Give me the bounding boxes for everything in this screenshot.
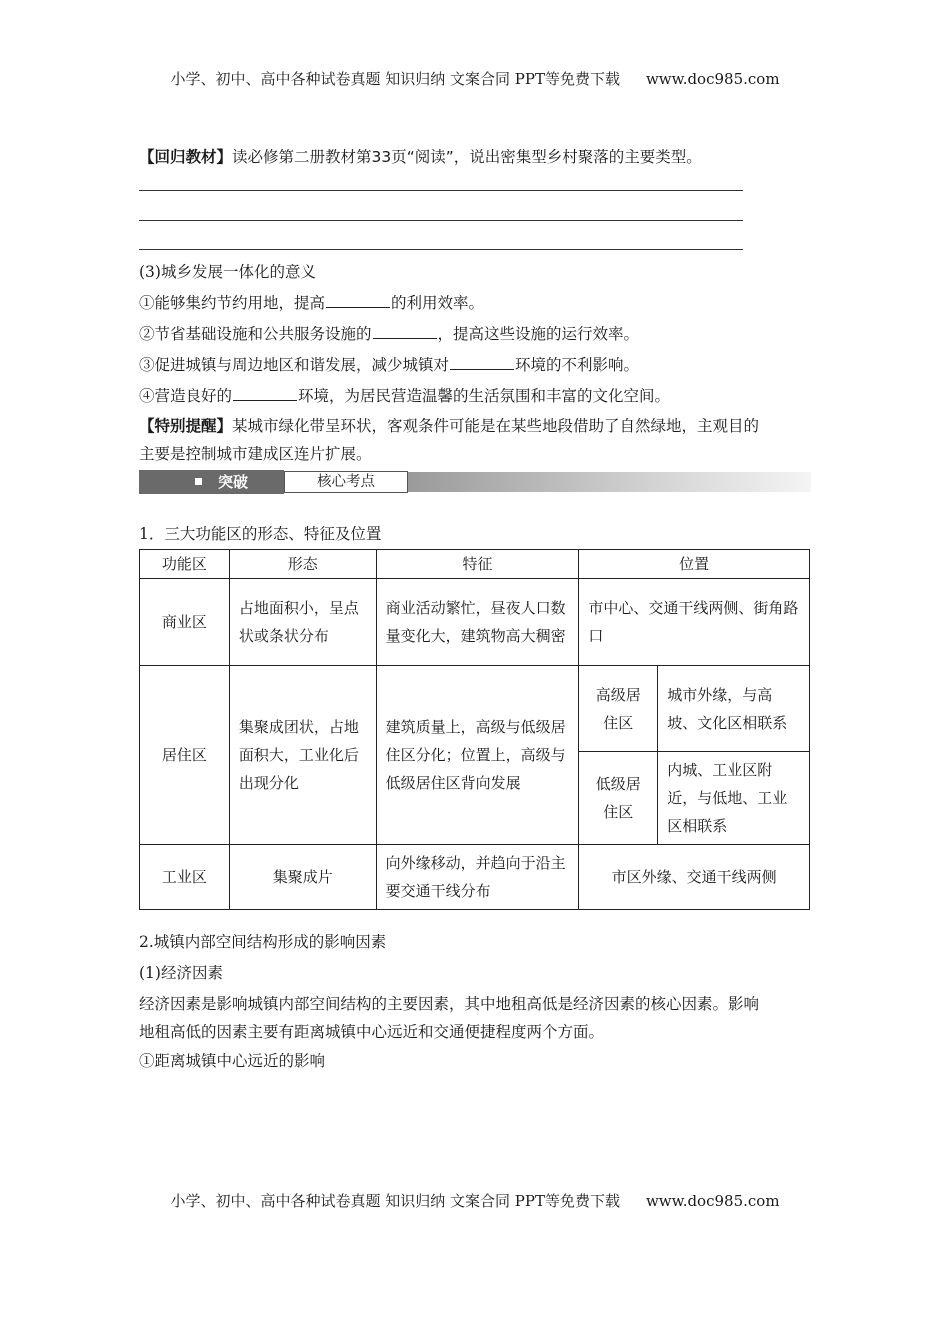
zone-location: 市区外缘、交通干线两侧 [579,845,810,910]
header-cell: 功能区 [140,550,230,579]
function-zone-table [139,549,810,910]
special-note-label: 【特别提醒】 [139,417,233,435]
footer-text: 小学、初中、高中各种试卷真题 知识归纳 文案合同 PPT等免费下载 [170,1192,620,1210]
zone-name: 工业区 [140,845,230,910]
section3-item4: ④营造良好的 环境，为居民营造温馨的生活氛围和丰富的文化空间。 [139,387,671,405]
section3-item3: ③促进城镇与周边地区和谐发展，减少城镇对 环境的不利影响。 [139,356,640,374]
residential-low-label: 低级居住区 [579,752,658,845]
section2-sub1: (1)经济因素 [139,964,223,982]
header-cell: 特征 [376,550,579,579]
zone-form: 占地面积小，呈点状或条状分布 [229,579,376,666]
return-textbook [139,145,702,167]
table-row [140,666,810,752]
header-text: 小学、初中、高中各种试卷真题 知识归纳 文案合同 PPT等免费下载 [170,70,620,88]
table-header-row [140,550,810,579]
residential-low-location: 内城、工业区附近，与低地、工业区相联系 [658,752,810,845]
section2-para-line2: 地租高低的因素主要有距离城镇中心远近和交通便捷程度两个方面。 [139,1023,605,1041]
special-note-line2: 主要是控制城市建成区连片扩展。 [139,445,372,463]
header-cell: 位置 [579,550,810,579]
banner-left: 突破 [139,470,284,494]
zone-form: 集聚成片 [229,845,376,910]
zone-form: 集聚成团状，占地面积大，工业化后出现分化 [229,666,376,845]
zone-name: 商业区 [140,579,230,666]
section2-item1: ①距离城镇中心远近的影响 [139,1052,326,1070]
answer-line [139,249,743,250]
section2-title: 2.城镇内部空间结构形成的影响因素 [139,933,387,951]
footer-url[interactable]: www.doc985.com [645,1192,780,1210]
square-icon [195,478,202,485]
residential-high-label: 高级居住区 [579,666,658,752]
section3-item1: ①能够集约节约用地，提高 的利用效率。 [139,294,485,312]
table-title: 1．三大功能区的形态、特征及位置 [139,525,382,543]
section-banner [139,470,811,496]
return-textbook-text: 读必修第二册教材第33页“阅读”，说出密集型乡村聚落的主要类型。 [232,148,702,166]
header-url[interactable]: www.doc985.com [645,70,780,88]
zone-feature: 建筑质量上，高级与低级居住区分化；位置上，高级与低级居住区背向发展 [376,666,579,845]
residential-high-location: 城市外缘，与高坡、文化区相联系 [658,666,810,752]
table-row [140,845,810,910]
answer-line [139,220,743,221]
zone-name: 居住区 [140,666,230,845]
special-note-line1: 某城市绿化带呈环状，客观条件可能是在某些地段借助了自然绿地，主观目的 [232,417,760,435]
fill-blank[interactable] [233,386,297,401]
banner-right: 核心考点 [284,471,408,493]
section3-item2: ②节省基础设施和公共服务设施的 ，提高这些设施的运行效率。 [139,325,640,343]
section3-title: (3)城乡发展一体化的意义 [139,263,316,281]
table-row [140,579,810,666]
header-cell: 形态 [229,550,376,579]
zone-feature: 商业活动繁忙，昼夜人口数量变化大，建筑物高大稠密 [376,579,579,666]
fill-blank[interactable] [373,324,437,339]
return-textbook-label: 【回归教材】 [139,148,233,166]
fill-blank[interactable] [326,293,390,308]
section2-para-line1: 经济因素是影响城镇内部空间结构的主要因素，其中地租高低是经济因素的核心因素。影响 [139,995,760,1013]
zone-feature: 向外缘移动，并趋向于沿主要交通干线分布 [376,845,579,910]
answer-line [139,190,743,191]
page-footer [0,1190,950,1211]
fill-blank[interactable] [450,355,514,370]
zone-location: 市中心、交通干线两侧、街角路口 [579,579,810,666]
special-note [139,414,759,436]
page-content [139,0,811,1344]
